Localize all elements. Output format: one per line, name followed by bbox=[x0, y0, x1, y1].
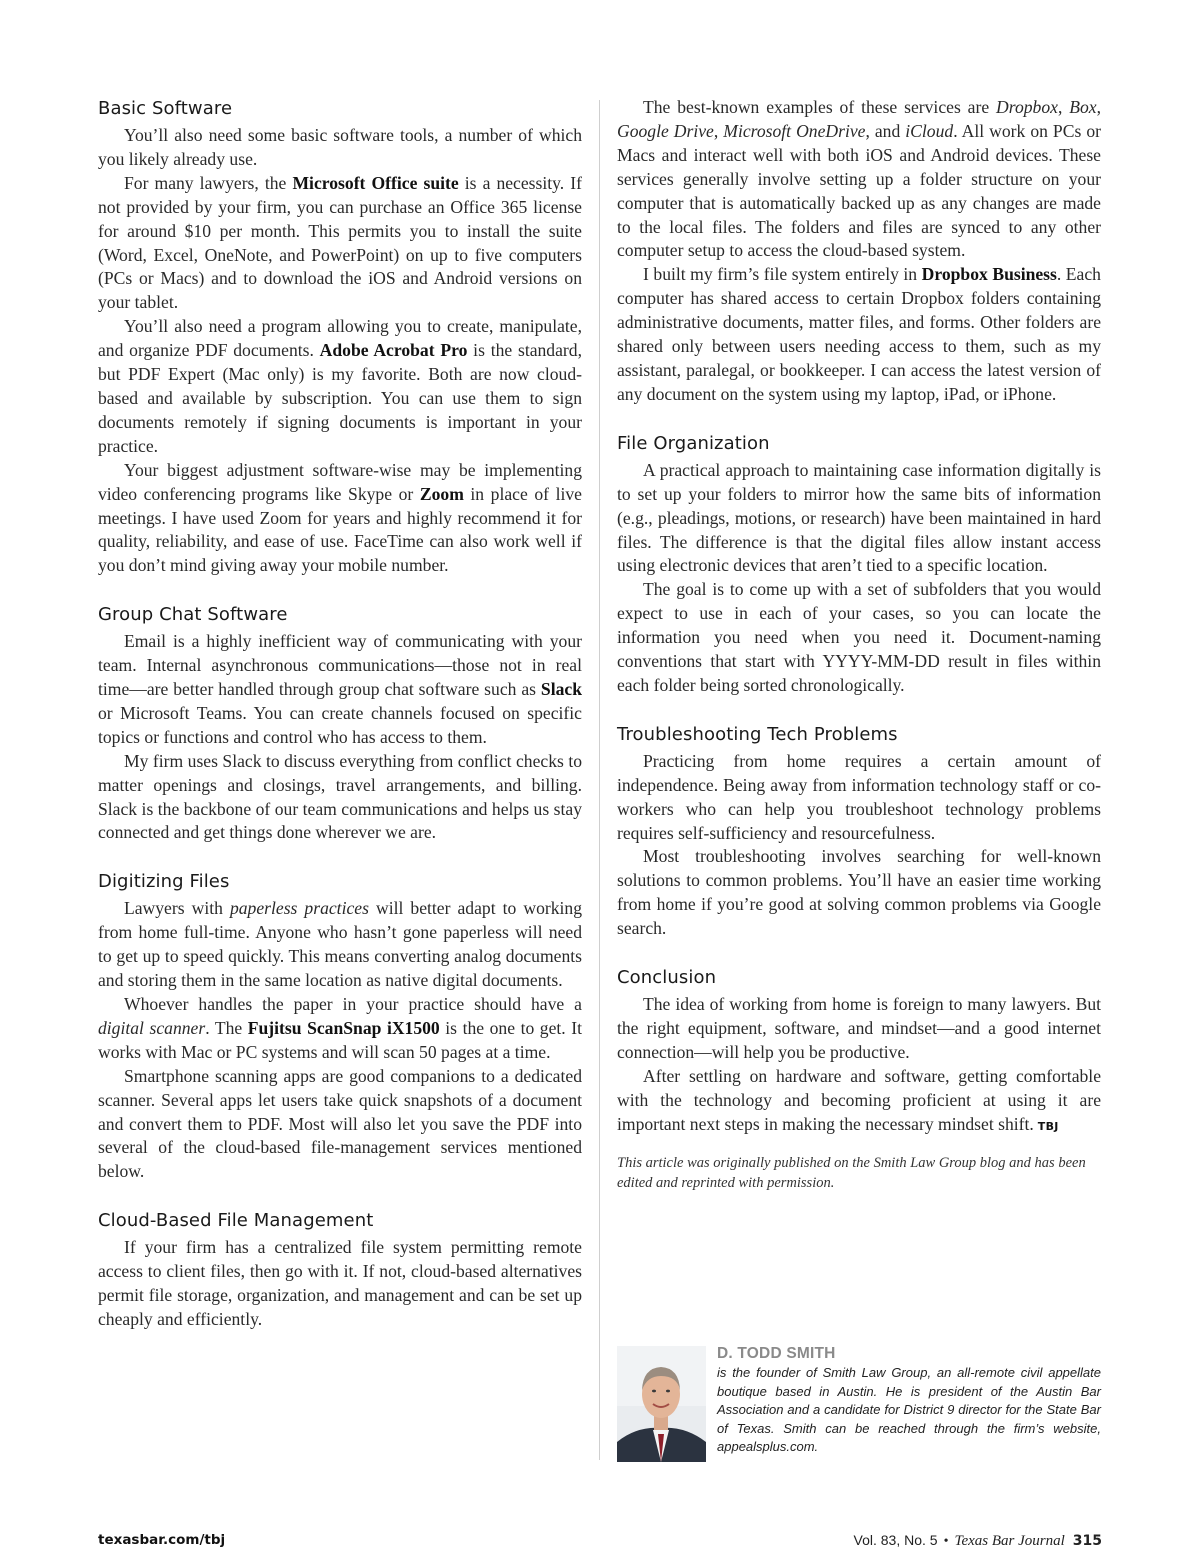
footer-issue bbox=[854, 1532, 1102, 1550]
paragraph: Whoever handles the paper in your practice should have a digital scanner. The Fujitsu ScanSnap iX1500 is the one to get. It works with Mac or PC systems and will scan 50 pages at a time. bbox=[98, 994, 582, 1062]
paragraph: Most troubleshooting involves searching for well-known solutions to common problems. You’ll have an easier time working from home if you’re good at solving common problems via Google search. bbox=[617, 846, 1101, 939]
volume-number: Vol. 83, No. 5 bbox=[853, 1532, 938, 1548]
section-conclusion bbox=[617, 965, 1101, 1192]
section-troubleshooting bbox=[617, 722, 1101, 941]
section-heading: Basic Software bbox=[98, 98, 233, 119]
paragraph: After settling on hardware and software, getting comfortable with the technology and becoming proficient at using it are important next steps in making the necessary mindset shift. TBJ bbox=[617, 1065, 1101, 1134]
product-name: Adobe Acrobat Pro bbox=[319, 340, 468, 361]
column-divider bbox=[599, 100, 600, 1460]
section-basic-software bbox=[98, 96, 582, 578]
section-heading: Group Chat Software bbox=[98, 604, 288, 626]
section-heading: File Organization bbox=[617, 432, 770, 454]
end-mark: TBJ bbox=[1037, 1119, 1059, 1133]
author-bio bbox=[617, 1344, 1101, 1454]
section-file-organization bbox=[617, 431, 1101, 698]
paragraph: A practical approach to maintaining case information digitally is to set up your folders to mirror how the same bits of information (e.g., pleadings, motions, or research) have been maintained in hard files. The difference is that the digital files allow instant access using electronic devices that aren’t tied to a specific location. bbox=[617, 459, 1101, 576]
left-column bbox=[98, 96, 582, 1356]
product-name: Fujitsu ScanSnap iX1500 bbox=[247, 1017, 440, 1038]
bio-text bbox=[717, 1344, 1101, 1457]
journal-name: Texas Bar Journal bbox=[954, 1533, 1065, 1549]
editorial-note: This article was originally published on the Smith Law Group blog and has been edited and reprinted with permission. bbox=[617, 1154, 1086, 1191]
page-number: 315 bbox=[1072, 1533, 1102, 1549]
paragraph: You’ll also need a program allowing you to create, manipulate, and organize PDF documents. Adobe Acrobat Pro is the standard, but PDF Expert (Mac only) is my favorite. Both are now cloud-based and available by subscription. You can use them to sign documents remotely if signing documents is important in your practice. bbox=[98, 316, 582, 456]
product-name: Zoom bbox=[419, 483, 464, 504]
paragraph: You’ll also need some basic software tools, a number of which you likely already use. bbox=[98, 125, 582, 169]
section-heading: Conclusion bbox=[617, 967, 717, 989]
paragraph: For many lawyers, the Microsoft Office suite is a necessity. If not provided by your firm, you can purchase an Office 365 license for around $10 per month. This permits you to install the suite (Word, Excel, OneNote, and PowerPoint) on up to five computers (PCs or Macs) and to download the iOS and Android versions on your tablet. bbox=[98, 172, 582, 313]
section-digitizing-files bbox=[98, 869, 582, 1184]
paragraph: The goal is to come up with a set of subfolders that you would expect to use in each of your cases, so you can locate the information you need when you need it. Document-naming conventions that start with YYYY-MM-DD result in files within each folder being sorted chronologically. bbox=[617, 579, 1101, 695]
page-footer bbox=[98, 1532, 1102, 1554]
section-heading: Cloud-Based File Management bbox=[98, 1210, 374, 1232]
product-name: Dropbox Business bbox=[921, 264, 1057, 285]
paragraph: The best-known examples of these services are Dropbox, Box, Google Drive, Microsoft OneDrive, and iCloud. All work on PCs or Macs and interact well with both iOS and Android devices. These services generally involve setting up a folder structure on your computer that is automatically backed up as any changes are made to the local files. The folders and files are synced to any other computer setup to access the cloud-based system. bbox=[617, 97, 1102, 261]
author-photo bbox=[617, 1346, 706, 1462]
paragraph: The idea of working from home is foreign to many lawyers. But the right equipment, software, and mindset—and a good internet connection—will help you be productive. bbox=[617, 994, 1101, 1062]
section-cloud-file-management bbox=[98, 1208, 582, 1332]
right-column bbox=[617, 96, 1101, 1193]
paragraph: Smartphone scanning apps are good companions to a dedicated scanner. Several apps let users take quick snapshots of a document and convert them to PDF. Most will also let you save the PDF into several of the cloud-based file-management services mentioned below. bbox=[98, 1065, 582, 1182]
author-name: D. TODD SMITH bbox=[717, 1345, 836, 1362]
section-cloud-continued bbox=[617, 96, 1101, 407]
section-heading: Digitizing Files bbox=[98, 871, 230, 893]
bullet-separator: • bbox=[943, 1534, 949, 1549]
product-name: Microsoft Office suite bbox=[292, 172, 459, 193]
footer-url: texasbar.com/tbj bbox=[98, 1532, 226, 1548]
paragraph: Lawyers with paperless practices will better adapt to working from home full-time. Anyone who hasn’t gone paperless will need to get up to speed quickly. This means converting analog documents and storing them in the same location as native digital documents. bbox=[98, 898, 583, 991]
section-heading: Troubleshooting Tech Problems bbox=[617, 723, 898, 745]
product-name: Slack bbox=[540, 679, 582, 700]
author-description: is the founder of Smith Law Group, an all-remote civil appellate boutique based in Austin. He is president of the Austin Bar Association and a candidate for District 9 director for the State Bar of Texas. Smith can be reached through the firm’s website, appealsplus.com. bbox=[717, 1365, 1101, 1454]
paragraph: Practicing from home requires a certain amount of independence. Being away from information technology staff or co-workers who can help you troubleshoot technology problems requires self-sufficiency and resourcefulness. bbox=[617, 750, 1101, 843]
paragraph: If your firm has a centralized file system permitting remote access to client files, then go with it. If not, cloud-based alternatives permit file storage, organization, and management and can be set up cheaply and efficiently. bbox=[98, 1237, 582, 1329]
section-group-chat bbox=[98, 602, 582, 845]
paragraph: My firm uses Slack to discuss everything from conflict checks to matter openings and closings, travel arrangements, and billing. Slack is the backbone of our team communications and helps us stay connected and get things done wherever we are. bbox=[98, 750, 582, 843]
paragraph: Your biggest adjustment software-wise may be implementing video conferencing programs like Skype or Zoom in place of live meetings. I have used Zoom for years and highly recommend it for quality, reliability, and ease of use. FaceTime can also work well if you don’t mind giving away your mobile number. bbox=[98, 459, 582, 576]
paragraph: Email is a highly inefficient way of communicating with your team. Internal asynchronous communications—those not in real time—are better handled through group chat software such as Slack or Microsoft Teams. You can create channels focused on specific topics or functions and control who has access to them. bbox=[98, 631, 582, 747]
paragraph: I built my firm’s file system entirely in Dropbox Business. Each computer has shared access to certain Dropbox folders containing administrative documents, matter files, and forms. Other folders are shared only between users needing access to them, such as my assistant, paralegal, or bookkeeper. I can access the latest version of any document on the system using my laptop, iPad, or iPhone. bbox=[617, 264, 1101, 404]
